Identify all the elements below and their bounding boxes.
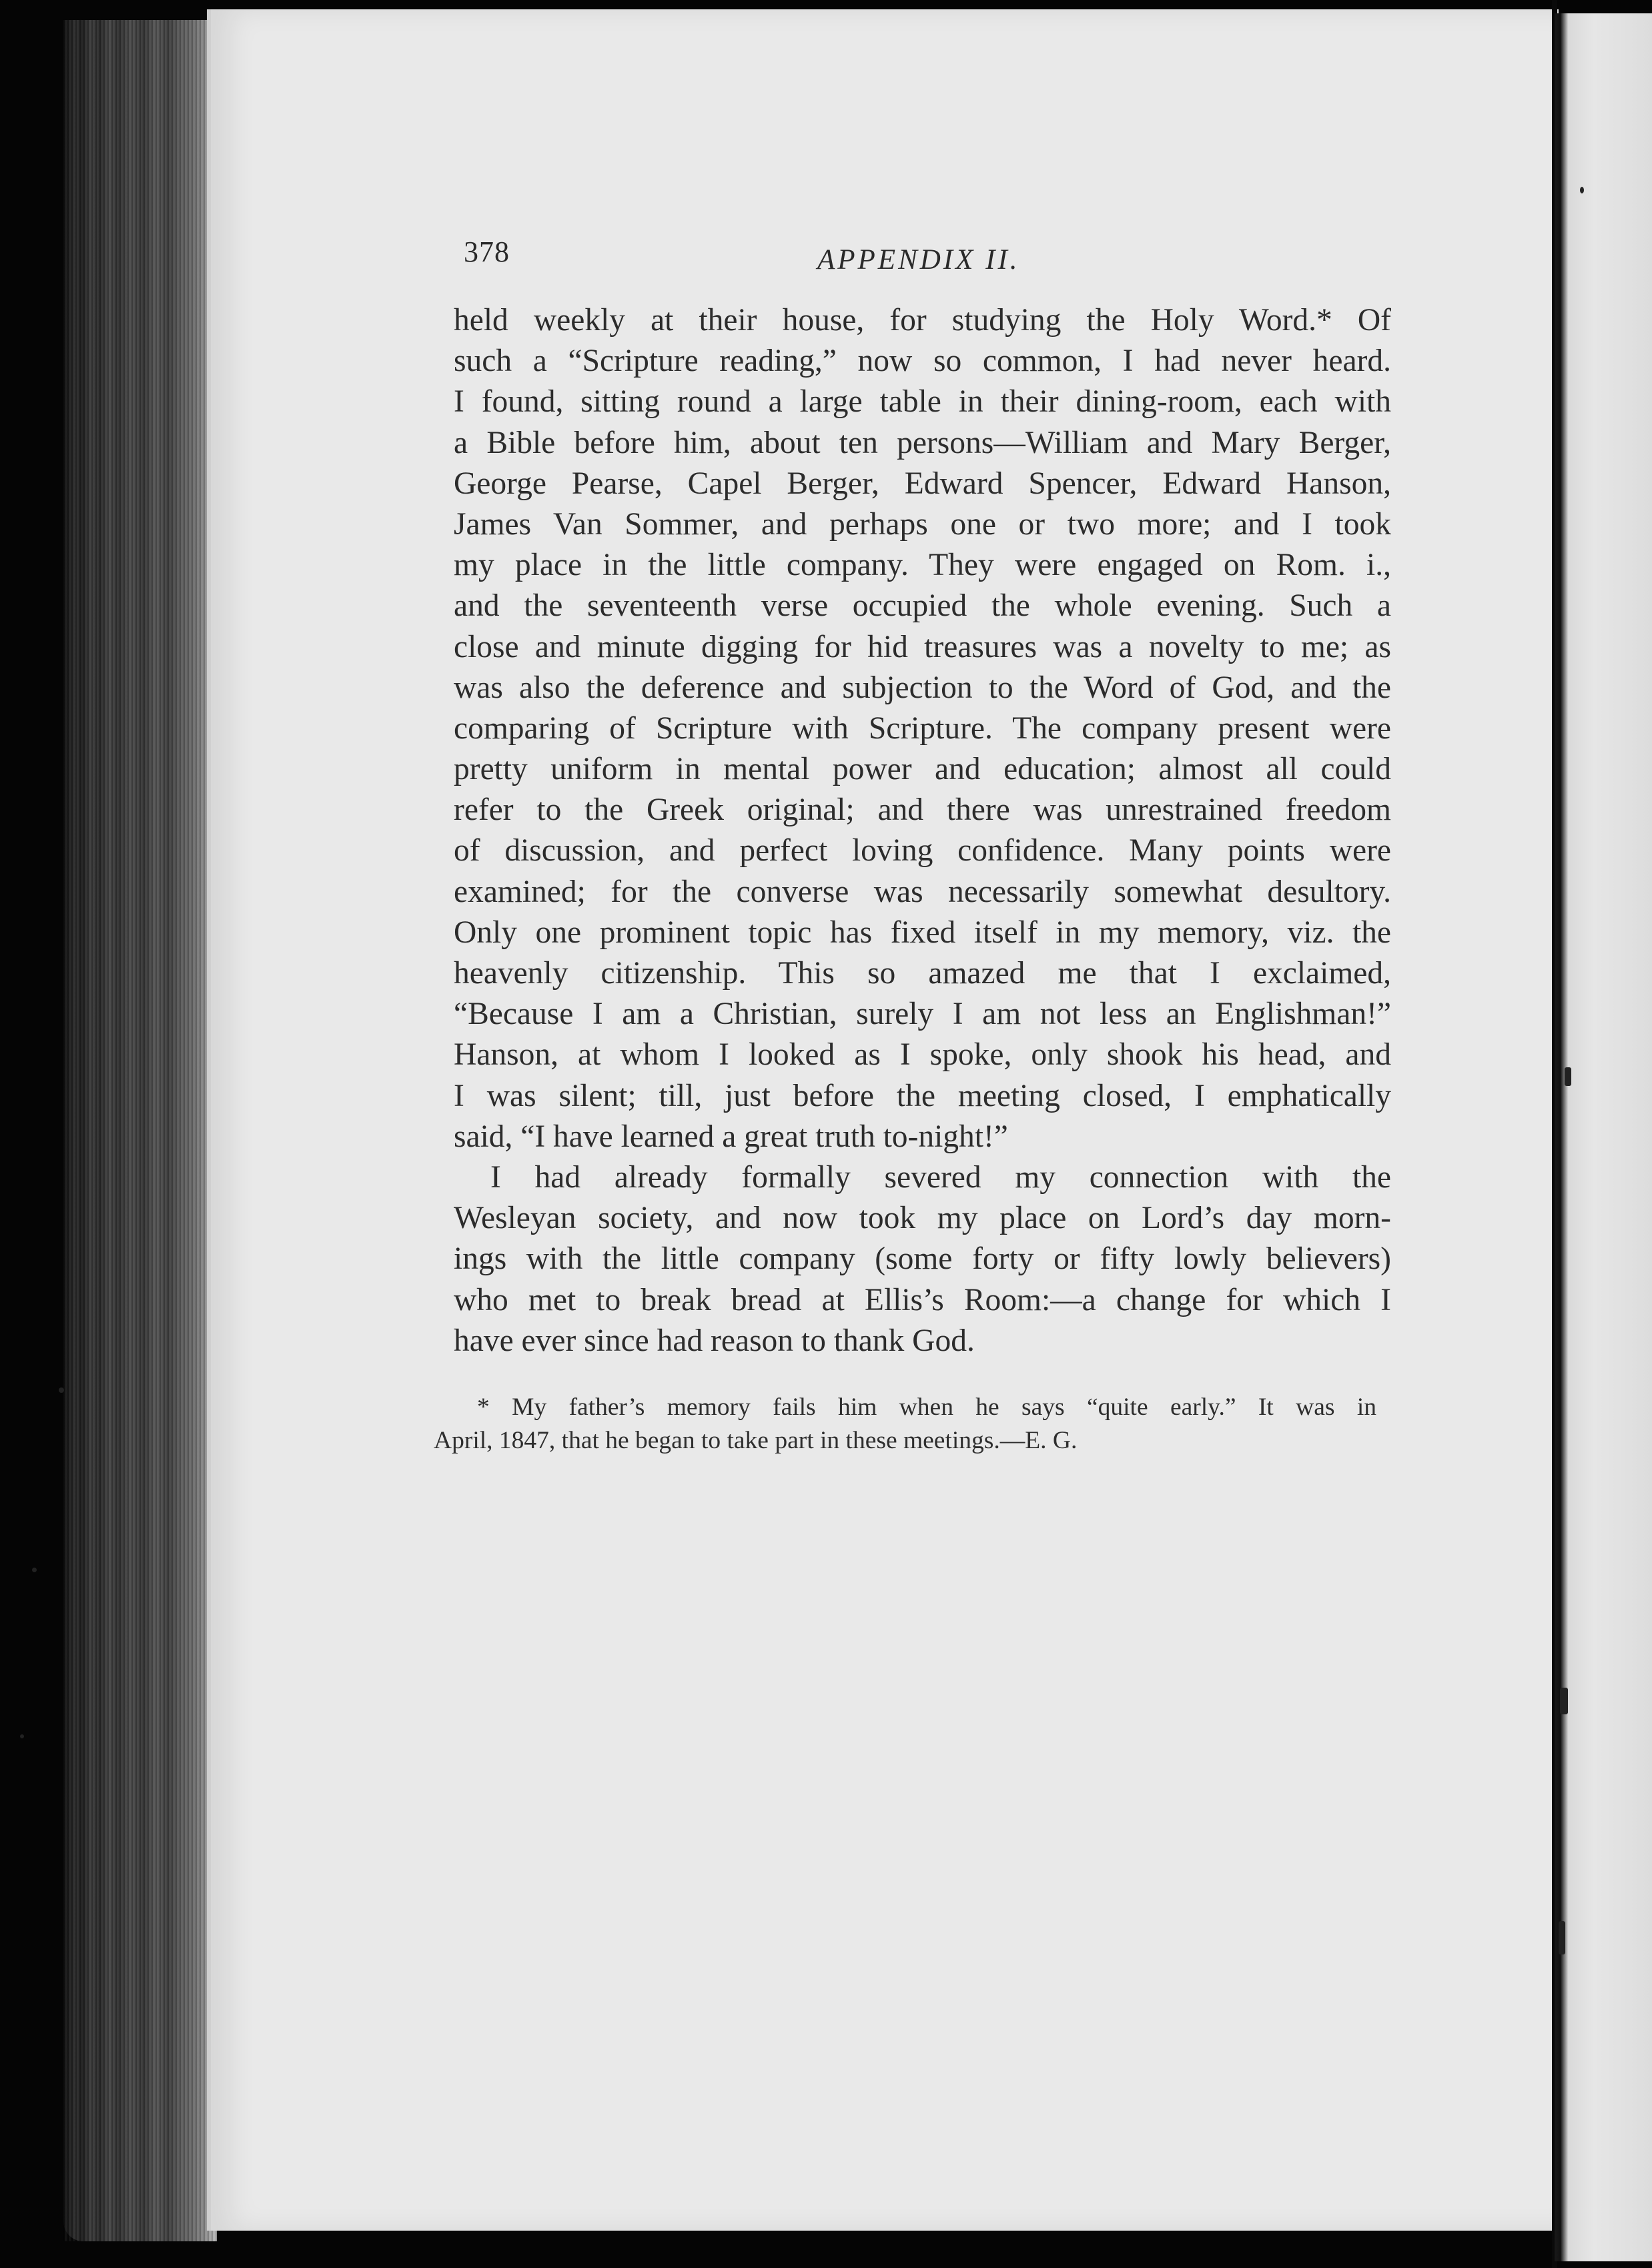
text-line: examined; for the converse was necessarily somewhat desultory. bbox=[454, 874, 1391, 909]
text-line: have ever since had reason to thank God. bbox=[454, 1323, 975, 1358]
text-line: Hanson, at whom I looked as I spoke, only shook his head, and bbox=[454, 1037, 1391, 1073]
text-line: pretty uniform in mental power and education; almost all could bbox=[454, 752, 1391, 787]
scan-speck bbox=[59, 1387, 64, 1393]
text-line: I was silent; till, just before the meeting closed, I emphatically bbox=[454, 1078, 1391, 1113]
text-line: said, “I have learned a great truth to-night!” bbox=[454, 1119, 1008, 1154]
text-line: close and minute digging for hid treasures was a novelty to me; as bbox=[454, 629, 1391, 664]
text-line: I found, sitting round a large table in their dining-room, each with bbox=[454, 384, 1391, 420]
text-line: such a “Scripture reading,” now so common, I had never heard. bbox=[454, 344, 1391, 379]
scan-speck bbox=[1565, 1067, 1571, 1086]
text-line: I had already formally severed my connection with the bbox=[490, 1159, 1391, 1195]
scan-speck bbox=[1559, 1921, 1565, 1954]
text-line: a Bible before him, about ten persons—William and Mary Berger, bbox=[454, 425, 1391, 460]
text-line: ings with the little company (some forty or fifty lowly believers) bbox=[454, 1241, 1391, 1277]
scan-speck bbox=[20, 1734, 24, 1738]
body-text bbox=[454, 300, 1391, 1361]
scan-speck bbox=[1580, 187, 1584, 193]
text-line: was also the deference and subjection to the Word of God, and the bbox=[454, 670, 1391, 705]
scan-speck bbox=[1560, 1688, 1568, 1714]
running-title: APPENDIX II. bbox=[817, 244, 1020, 275]
page-number: 378 bbox=[464, 235, 510, 268]
scan-speck bbox=[32, 1568, 37, 1572]
text-line: James Van Sommer, and perhaps one or two more; and I took bbox=[454, 506, 1391, 542]
text-line: refer to the Greek original; and there was unrestrained freedom bbox=[454, 792, 1391, 828]
footnote-line: * My father’s memory fails him when he says “quite early.” It was in bbox=[477, 1393, 1376, 1421]
text-line: of discussion, and perfect loving confidence. Many points were bbox=[454, 833, 1391, 869]
text-line: my place in the little company. They were engaged on Rom. i., bbox=[454, 548, 1391, 583]
text-line: who met to break bread at Ellis’s Room:—a change for which I bbox=[454, 1282, 1391, 1317]
text-line: comparing of Scripture with Scripture. The company present were bbox=[454, 710, 1391, 746]
text-line: and the seventeenth verse occupied the whole evening. Such a bbox=[454, 588, 1391, 624]
book-page-edges bbox=[63, 20, 217, 2241]
footnote-line: April, 1847, that he began to take part in these meetings.—E. G. bbox=[434, 1427, 1078, 1454]
footnote bbox=[434, 1391, 1376, 1458]
text-line: “Because I am a Christian, surely I am not less an Englishman!” bbox=[454, 997, 1391, 1032]
text-line: held weekly at their house, for studying the Holy Word.* Of bbox=[454, 303, 1391, 338]
text-line: Only one prominent topic has fixed itself in my memory, viz. the bbox=[454, 915, 1391, 950]
text-line: heavenly citizenship. This so amazed me that I exclaimed, bbox=[454, 956, 1391, 991]
text-line: George Pearse, Capel Berger, Edward Spencer, Edward Hanson, bbox=[454, 466, 1391, 501]
facing-page-edge bbox=[1555, 13, 1652, 2261]
text-line: Wesleyan society, and now took my place on Lord’s day morn- bbox=[454, 1201, 1391, 1236]
